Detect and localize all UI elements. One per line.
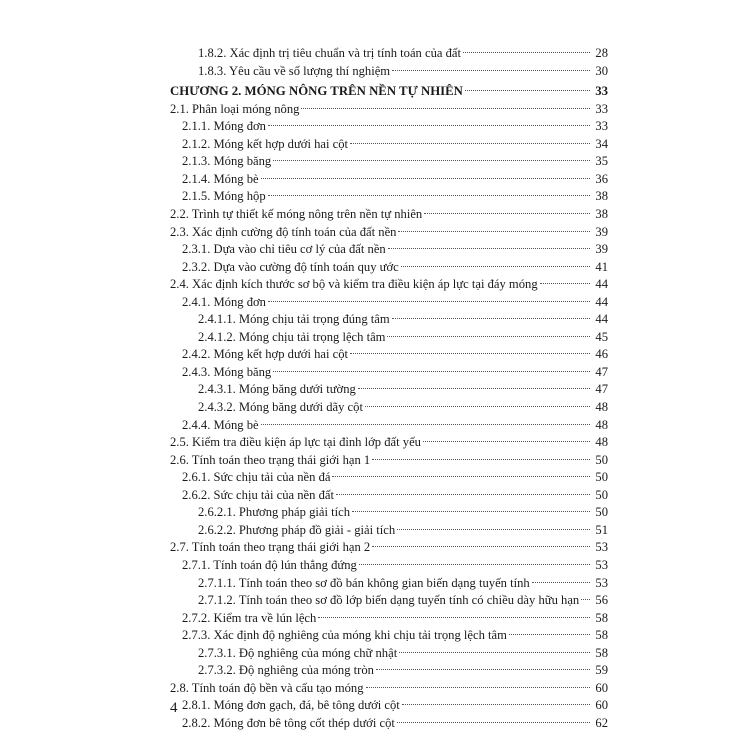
toc-entry <box>198 379 608 399</box>
toc-entry-title: 2.5. Kiểm tra điều kiện áp lực tại đỉnh lớp đất yếu <box>170 435 421 449</box>
toc-leader-dots <box>376 669 590 670</box>
toc-entry-title: 1.8.3. Yêu cầu về số lượng thí nghiệm <box>198 64 391 78</box>
toc-entry <box>182 116 608 136</box>
toc-leader-dots <box>350 353 590 354</box>
toc-entry-title: 2.4.1.2. Móng chịu tải trọng lệch tâm <box>198 330 386 344</box>
toc-entry-title: 2.3.1. Dựa vào chỉ tiêu cơ lý của đất nền <box>182 242 386 256</box>
toc-entry-page: 59 <box>595 663 608 677</box>
toc-leader-dots <box>273 371 590 372</box>
page-number: 4 <box>170 700 178 716</box>
toc-entry-title: 2.3. Xác định cường độ tính toán của đất nền <box>170 225 397 239</box>
toc-leader-dots <box>358 388 590 389</box>
toc-leader-dots <box>397 529 590 530</box>
toc-entry-title: 2.7.1.1. Tính toán theo sơ đồ bán không gian biến dạng tuyến tính <box>198 576 530 590</box>
toc-entry-page: 39 <box>595 242 608 256</box>
toc-entry-title: 2.8. Tính toán độ bền và cấu tạo móng <box>170 681 364 695</box>
toc-entry-page: 53 <box>595 576 608 590</box>
toc-leader-dots <box>336 494 590 495</box>
toc-entry-page: 48 <box>595 435 608 449</box>
toc-entry-page: 56 <box>595 593 608 607</box>
toc-entry-page: 53 <box>595 558 608 572</box>
toc-entry-title: 2.4.4. Móng bè <box>182 418 259 432</box>
toc-entry-title: 2.4.3. Móng băng <box>182 365 272 379</box>
toc-leader-dots <box>509 634 590 635</box>
toc-entry-page: 48 <box>595 418 608 432</box>
toc-entry-page: 46 <box>595 347 608 361</box>
toc-entry-title: 2.7.2. Kiểm tra về lún lệch <box>182 611 317 625</box>
toc-entry-page: 53 <box>595 540 608 554</box>
toc-entry <box>182 695 608 715</box>
toc-entry-title: 2.7. Tính toán theo trạng thái giới hạn 2 <box>170 540 371 554</box>
toc-entry-title: 2.1.1. Móng đơn <box>182 119 266 133</box>
toc-entry-page: 33 <box>595 102 608 116</box>
toc-entry-page: 30 <box>595 64 608 78</box>
toc-entry-page: 60 <box>595 698 608 712</box>
toc-entry-page: 41 <box>595 260 608 274</box>
toc-entry-page: 33 <box>595 119 608 133</box>
toc-entry-title: 2.4.3.1. Móng băng dưới tường <box>198 382 356 396</box>
toc-leader-dots <box>424 213 590 214</box>
toc-entry-page: 50 <box>595 453 608 467</box>
toc-leader-dots <box>372 546 590 547</box>
toc-leader-dots <box>366 687 590 688</box>
toc-entry-page: 44 <box>595 295 608 309</box>
toc-entry <box>198 502 608 522</box>
toc-leader-dots <box>402 704 590 705</box>
toc-entry-page: 58 <box>595 646 608 660</box>
toc-entry-title: CHƯƠNG 2. MÓNG NÔNG TRÊN NỀN TỰ NHIÊN <box>170 84 463 98</box>
toc-entry-title: 2.1.4. Móng bè <box>182 172 259 186</box>
toc-entry <box>198 309 608 329</box>
toc-entry-title: 2.2. Trình tự thiết kế móng nông trên nền tự nhiên <box>170 207 423 221</box>
toc-entry-page: 58 <box>595 628 608 642</box>
toc-entry <box>170 432 608 452</box>
toc-entry-page: 50 <box>595 470 608 484</box>
toc-entry-page: 34 <box>595 137 608 151</box>
toc-entry-title: 2.4.1. Móng đơn <box>182 295 266 309</box>
toc-entry-page: 62 <box>595 716 608 730</box>
toc-entry-title: 2.7.3.1. Độ nghiêng của móng chữ nhật <box>198 646 398 660</box>
toc-leader-dots <box>392 318 590 319</box>
toc-entry <box>182 467 608 487</box>
toc-entry-title: 2.7.3. Xác định độ nghiêng của móng khi chịu tải trọng lệch tâm <box>182 628 507 642</box>
toc-entry-title: 2.1.3. Móng băng <box>182 154 272 168</box>
toc-entry-page: 44 <box>595 277 608 291</box>
toc-leader-dots <box>463 52 590 53</box>
toc-entry <box>182 344 608 364</box>
toc-leader-dots <box>268 301 590 302</box>
toc-leader-dots <box>352 511 590 512</box>
toc-entry <box>198 397 608 417</box>
toc-entry-page: 36 <box>595 172 608 186</box>
toc-entry-title: 2.7.1. Tính toán độ lún thẳng đứng <box>182 558 357 572</box>
toc-entry <box>198 590 608 610</box>
toc-entry-page: 44 <box>595 312 608 326</box>
toc-leader-dots <box>392 70 590 71</box>
toc-entry <box>198 43 608 63</box>
toc-leader-dots <box>350 143 590 144</box>
toc-entry <box>182 239 608 259</box>
toc-leader-dots <box>261 424 590 425</box>
toc-leader-dots <box>423 441 590 442</box>
toc-leader-dots <box>268 125 590 126</box>
toc-entry-title: 2.6.1. Sức chịu tải của nền đá <box>182 470 331 484</box>
toc-entry-page: 35 <box>595 154 608 168</box>
toc-leader-dots <box>397 722 590 723</box>
toc-leader-dots <box>359 564 590 565</box>
toc-entry-page: 38 <box>595 189 608 203</box>
toc-entry-page: 50 <box>595 505 608 519</box>
toc-entry <box>182 186 608 206</box>
toc-leader-dots <box>372 459 590 460</box>
toc-leader-dots <box>398 231 590 232</box>
toc-entry-page: 60 <box>595 681 608 695</box>
toc-leader-dots <box>581 599 590 600</box>
toc-entry-title: 2.7.1.2. Tính toán theo sơ đồ lớp biến dạng tuyến tính có chiều dày hữu hạn <box>198 593 580 607</box>
toc-entry-title: 1.8.2. Xác định trị tiêu chuẩn và trị tính toán của đất <box>198 46 461 60</box>
toc-entry <box>182 151 608 171</box>
toc-entry-page: 28 <box>595 46 608 60</box>
toc-entry-title: 2.3.2. Dựa vào cường độ tính toán quy ước <box>182 260 399 274</box>
toc-entry-title: 2.1.5. Móng hộp <box>182 189 266 203</box>
toc-leader-dots <box>465 90 590 91</box>
toc-leader-dots <box>540 283 590 284</box>
toc-entry-page: 39 <box>595 225 608 239</box>
toc-leader-dots <box>318 617 590 618</box>
toc-leader-dots <box>532 582 590 583</box>
toc-entry-title: 2.6.2.2. Phương pháp đồ giải - giải tích <box>198 523 396 537</box>
toc-entry-title: 2.1. Phân loại móng nông <box>170 102 300 116</box>
toc-chapter-entry <box>170 81 608 101</box>
toc-entry-page: 50 <box>595 488 608 502</box>
toc-entry-page: 47 <box>595 382 608 396</box>
toc-leader-dots <box>388 248 590 249</box>
toc-entry-title: 2.4.2. Móng kết hợp dưới hai cột <box>182 347 349 361</box>
toc-entry <box>198 61 608 81</box>
toc-leader-dots <box>387 336 590 337</box>
toc-leader-dots <box>268 195 590 196</box>
toc-entry-title: 2.8.1. Móng đơn gạch, đá, bê tông dưới cột <box>182 698 400 712</box>
toc-entry-title: 2.4.1.1. Móng chịu tải trọng đúng tâm <box>198 312 390 326</box>
toc-leader-dots <box>399 652 590 653</box>
toc-entry-page: 51 <box>595 523 608 537</box>
toc-entry-page: 33 <box>595 84 608 98</box>
toc-entry-title: 2.4.3.2. Móng băng dưới dãy cột <box>198 400 363 414</box>
toc-entry <box>198 660 608 680</box>
toc-entry <box>170 274 608 294</box>
toc-entry <box>182 713 608 733</box>
toc-leader-dots <box>332 476 590 477</box>
toc-entry-title: 2.8.2. Móng đơn bê tông cốt thép dưới cột <box>182 716 395 730</box>
toc-entry-title: 2.6.2.1. Phương pháp giải tích <box>198 505 351 519</box>
toc-entry-page: 38 <box>595 207 608 221</box>
toc-entry-page: 58 <box>595 611 608 625</box>
toc-entry-title: 2.6. Tính toán theo trạng thái giới hạn 1 <box>170 453 371 467</box>
toc-entry-title: 2.7.3.2. Độ nghiêng của móng tròn <box>198 663 374 677</box>
toc-entry-title: 2.1.2. Móng kết hợp dưới hai cột <box>182 137 349 151</box>
toc-entry-page: 45 <box>595 330 608 344</box>
toc-entry <box>170 204 608 224</box>
toc-leader-dots <box>401 266 590 267</box>
toc-entry-page: 47 <box>595 365 608 379</box>
toc-leader-dots <box>273 160 590 161</box>
toc-leader-dots <box>365 406 590 407</box>
toc-leader-dots <box>261 178 590 179</box>
toc-entry <box>182 625 608 645</box>
toc-entry <box>170 537 608 557</box>
toc-entry-title: 2.6.2. Sức chịu tải của nền đất <box>182 488 334 502</box>
toc-entry <box>182 555 608 575</box>
toc-entry-page: 48 <box>595 400 608 414</box>
toc-entry-title: 2.4. Xác định kích thước sơ bộ và kiểm tra điều kiện áp lực tại đáy móng <box>170 277 538 291</box>
toc-leader-dots <box>301 108 590 109</box>
